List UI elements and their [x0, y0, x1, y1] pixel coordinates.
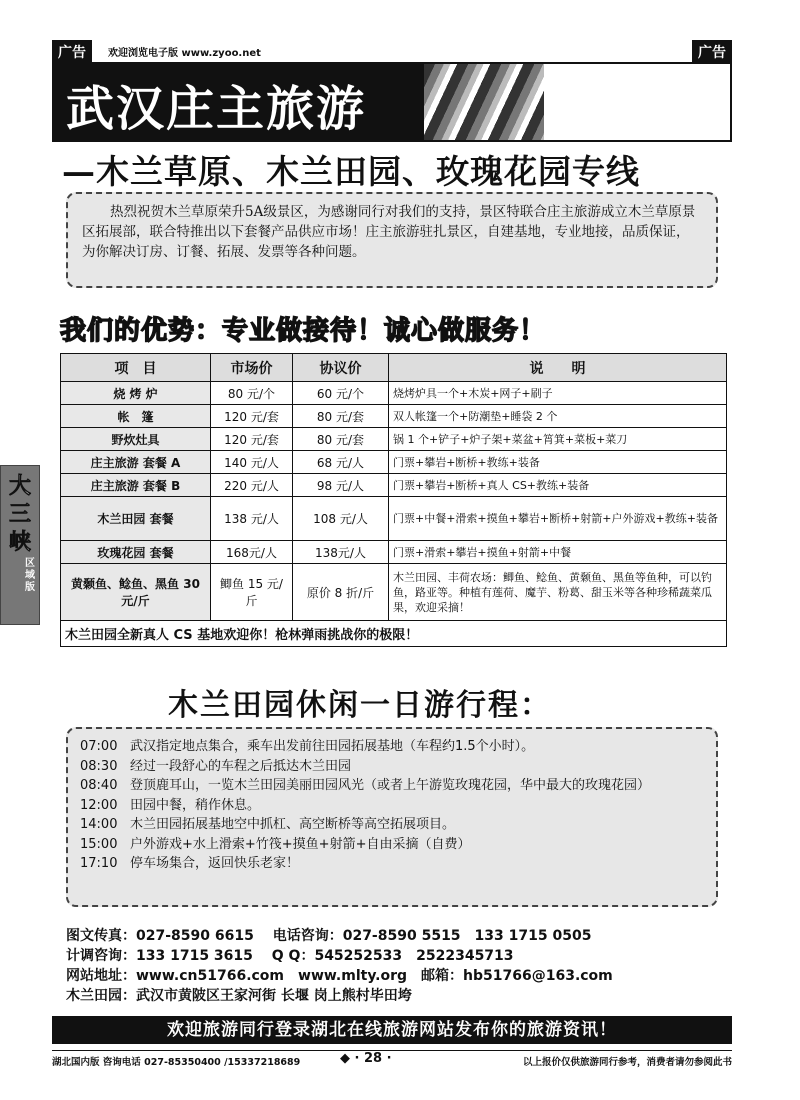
- table-row: [61, 564, 727, 621]
- itinerary-text: 登顶鹿耳山，一览木兰田园美丽田园风光（或者上午游览玫瑰花园，华中最大的玫瑰花园）: [130, 778, 651, 793]
- itinerary-item: [80, 854, 704, 874]
- header-agreed: 协议价: [293, 354, 389, 382]
- itinerary-time: 15:00: [80, 836, 118, 852]
- cell-agreed: 138元/人: [293, 541, 389, 564]
- banner-stripes: [424, 64, 544, 142]
- bottom-banner: 欢迎旅游同行登录湖北在线旅游网站发布你的旅游资讯！: [52, 1016, 732, 1044]
- table-row: [61, 382, 727, 405]
- tour-title: 木兰田园休闲一日游行程：: [168, 688, 552, 723]
- cell-market: 138 元/人: [211, 497, 293, 541]
- itinerary-time: 12:00: [80, 797, 118, 813]
- itinerary-item: [80, 796, 704, 816]
- title-banner: [52, 62, 732, 142]
- side-tab-sub: 区域版: [25, 558, 35, 593]
- cell-market: 120 元/套: [211, 428, 293, 451]
- itinerary-item: [80, 835, 704, 855]
- cell-agreed: 98 元/人: [293, 474, 389, 497]
- ad-label-right: 广告: [692, 40, 732, 64]
- cell-desc: 门票+滑索+攀岩+摸鱼+射箭+中餐: [389, 541, 727, 564]
- itinerary-item: [80, 757, 704, 777]
- side-tab-title-text: 大三峡: [8, 473, 31, 555]
- cell-desc: 门票+中餐+滑索+摸鱼+攀岩+断桥+射箭+户外游戏+教练+装备: [389, 497, 727, 541]
- cell-item: 庄主旅游 套餐 A: [61, 451, 211, 474]
- footer-right: 以上报价仅供旅游同行参考，消费者请勿参阅此书: [522, 1057, 732, 1068]
- table-row: [61, 474, 727, 497]
- cell-market: 140 元/人: [211, 451, 293, 474]
- itinerary-text: 武汉指定地点集合，乘车出发前往田园拓展基地（车程约1.5个小时）。: [130, 739, 535, 754]
- itinerary-text: 停车场集合，返回快乐老家！: [130, 856, 300, 871]
- cell-market: 220 元/人: [211, 474, 293, 497]
- cell-agreed: 60 元/个: [293, 382, 389, 405]
- cell-item: 玫瑰花园 套餐: [61, 541, 211, 564]
- itinerary-text: 经过一段舒心的车程之后抵达木兰田园: [130, 758, 352, 774]
- header-market: 市场价: [211, 354, 293, 382]
- itinerary-time: 08:40: [80, 778, 118, 793]
- cell-item: 木兰田园 套餐: [61, 497, 211, 541]
- side-region-tab: [0, 465, 40, 625]
- page-number-value: 28: [364, 1051, 383, 1066]
- itinerary-time: 14:00: [80, 817, 118, 832]
- banner-title: 武汉庄主旅游: [66, 81, 367, 137]
- cell-agreed: 108 元/人: [293, 497, 389, 541]
- table-row: [61, 497, 727, 541]
- welcome-text: 欢迎浏览电子版 www.zyoo.net: [108, 48, 261, 59]
- itinerary-item: [80, 815, 704, 835]
- table-row: [61, 451, 727, 474]
- footer-divider: [52, 1050, 732, 1051]
- contact-fax-phone: 图文传真：027-8590 6615 电话咨询：027-8590 5515 133 1715 0505: [66, 928, 592, 944]
- cell-desc: 木兰田园、丰荷农场：鲫鱼、鲶鱼、黄颡鱼、黑鱼等鱼种，可以钓鱼，路亚等。种植有莲荷、魔芋、粉葛、甜玉米等各种珍稀蔬菜瓜果，欢迎采摘！: [389, 564, 727, 621]
- cell-desc: 烧烤炉具一个+木炭+网子+刷子: [389, 382, 727, 405]
- itinerary-box: [66, 727, 718, 907]
- intro-text: 热烈祝贺木兰草原荣升5A级景区，为感谢同行对我们的支持，景区特联合庄主旅游成立木兰草原景区拓展部，联合特推出以下套餐产品供应市场！庄主旅游驻扎景区，自建基地，专业地接，品质保证，为你解决订房、订餐、拓展、发票等各种问题。: [66, 192, 718, 288]
- banner-subtitle: —木兰草原、木兰田园、玫瑰花园专线: [62, 152, 640, 191]
- header-desc: 说 明: [389, 354, 727, 382]
- price-table: [60, 353, 727, 647]
- table-footer-row: [61, 621, 727, 647]
- contact-planner-qq: 计调咨询：133 1715 3615 Q Q：545252533 2522345713: [66, 948, 514, 964]
- header-item: 项 目: [61, 354, 211, 382]
- table-header-row: [61, 354, 727, 382]
- itinerary-text: 户外游戏+水上滑索+竹筏+摸鱼+射箭+自由采摘（自费）: [130, 836, 471, 852]
- cell-agreed: 80 元/套: [293, 405, 389, 428]
- page-number: ◆ · 28 ·: [340, 1051, 392, 1066]
- itinerary-text: 木兰田园拓展基地空中抓杠、高空断桥等高空拓展项目。: [130, 817, 456, 832]
- cell-item: 帐 篷: [61, 405, 211, 428]
- cell-item: 黄颡鱼、鲶鱼、黑鱼 30 元/斤: [61, 564, 211, 621]
- itinerary-time: 07:00: [80, 739, 118, 754]
- advantage-slogan: 我们的优势：专业做接待！诚心做服务！: [60, 316, 547, 346]
- contact-block: [66, 926, 613, 1006]
- cell-market: 鲫鱼 15 元/斤: [211, 564, 293, 621]
- contact-address: 木兰田园：武汉市黄陂区王家河街 长堰 岗上熊村毕田垮: [66, 988, 412, 1004]
- footer-left: 湖北国内版 咨询电话 027-85350400 /15337218689: [52, 1057, 301, 1068]
- itinerary-item: [80, 776, 704, 796]
- table-footer: 木兰田园全新真人 CS 基地欢迎你！枪林弹雨挑战你的极限！: [61, 621, 727, 647]
- itinerary-item: [80, 737, 704, 757]
- cell-item: 烧 烤 炉: [61, 382, 211, 405]
- cell-item: 野炊灶具: [61, 428, 211, 451]
- cell-agreed: 原价 8 折/斤: [293, 564, 389, 621]
- itinerary-text: 田园中餐，稍作休息。: [130, 797, 261, 813]
- table-row: [61, 541, 727, 564]
- cell-market: 168元/人: [211, 541, 293, 564]
- cell-agreed: 68 元/人: [293, 451, 389, 474]
- cell-desc: 双人帐篷一个+防潮垫+睡袋 2 个: [389, 405, 727, 428]
- cell-market: 120 元/套: [211, 405, 293, 428]
- cell-item: 庄主旅游 套餐 B: [61, 474, 211, 497]
- table-row: [61, 405, 727, 428]
- itinerary-time: 08:30: [80, 758, 118, 774]
- ad-label-left: 广告: [52, 40, 92, 64]
- cell-agreed: 80 元/套: [293, 428, 389, 451]
- cell-desc: 门票+攀岩+断桥+教练+装备: [389, 451, 727, 474]
- contact-website-email: 网站地址：www.cn51766.com www.mlty.org 邮箱：hb51766@163.com: [66, 968, 613, 984]
- cell-desc: 门票+攀岩+断桥+真人 CS+教练+装备: [389, 474, 727, 497]
- itinerary-time: 17:10: [80, 856, 118, 871]
- cell-market: 80 元/个: [211, 382, 293, 405]
- cell-desc: 锅 1 个+铲子+炉子架+菜盆+筲箕+菜板+菜刀: [389, 428, 727, 451]
- side-tab-title: [1, 472, 39, 556]
- table-row: [61, 428, 727, 451]
